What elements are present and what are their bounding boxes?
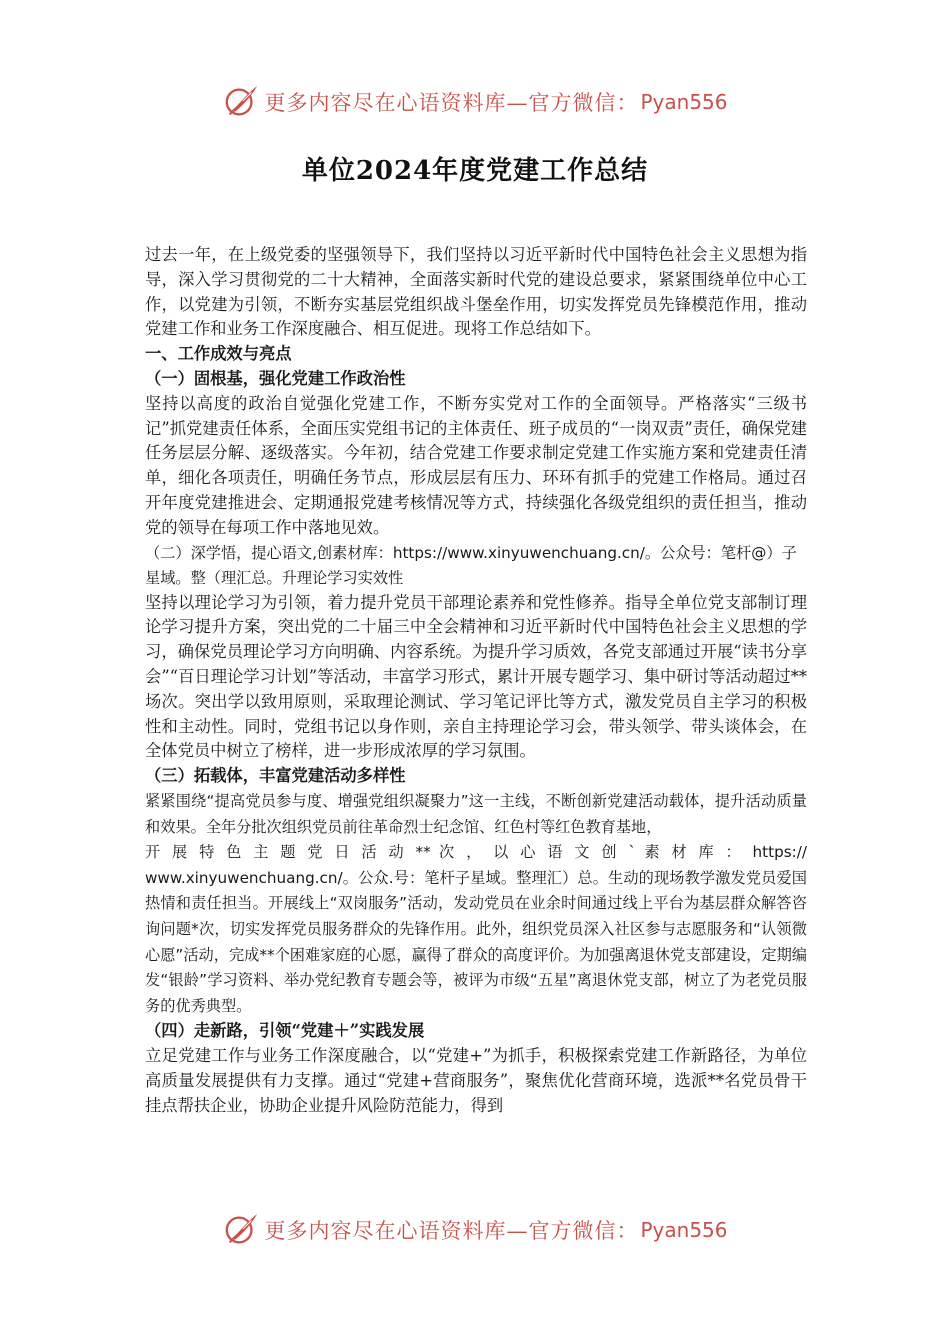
document-title: 单位2024年度党建工作总结 [301,156,649,186]
subsection-heading-3: （三）拓载体，丰富党建活动多样性 [145,766,406,786]
subsection-body-3a: 紧紧围绕“提高党员参与度、增强党组织凝聚力”这一主线，不断创新党建活动载体，提升活动质量和效果。全年分批次组织党员前往革命烈士纪念馆、红色村等红色教育基地， [145,791,807,836]
subsection-heading-1: （一）固根基，强化党建工作政治性 [145,368,406,388]
subsection-body-2: 坚持以理论学习为引领，着力提升党员干部理论素养和党性修养。指导全单位党支部制订理论学习提升方案，突出党的二十届三中全会精神和习近平新时代中国特色社会主义思想的学习，确保党员理论学习方向明确、内容系统。为提升学习质效，各党支部通过开展“读书分享会”“百日理论学习计划”等活动，丰富学习形式，累计开展专题学习、集中研讨等活动超过**场次。突出学以致用原则，采取理论测试、学习笔记评比等方式，激发党员自主学习的积极性和主动性。同时，党组书记以身作则，亲自主持理论学习会，带头领学、带头谈体会，在全体党员中树立了榜样，进一步形成浓厚的学习氛围。 [145,592,807,761]
subsection-body-3c: www.xinyuwenchuang.cn/。公众.号：笔杆子星域。整理汇）总。生动的现场教学激发党员爱国热情和责任担当。开展线上“双岗服务”活动，发动党员在业余时间通过线上平台为基层群众解答咨询问题*次，切实发挥党员服务群众的先锋作用。此外，组织党员深入社区参与志愿服务和“认领微心愿”活动，完成**个困难家庭的心愿，赢得了群众的高度评价。为加强离退休党支部建设，定期编发“银龄”学习资料、举办党纪教育专题会等，被评为市级“五星”离退休党支部，树立了为老党员服务的优秀典型。 [145,868,807,1015]
subsection-body-3b: 开 展 特 色 主 题 党 日 活 动 ** 次 ， 以 心 语 文 创 ` 素 材 库 ： https:// [145,843,807,862]
subsection-body-4: 立足党建工作与业务工作深度融合，以“党建+”为抓手，积极探索党建工作新路径，为单位高质量发展提供有力支撑。通过“党建+营商服务”，聚焦优化营商环境，选派**名党员骨干挂点帮扶企业，协助企业提升风险防范能力，得到 [145,1046,807,1115]
intro-paragraph: 过去一年，在上级党委的坚强领导下，我们坚持以习近平新时代中国特色社会主义思想为指导，深入学习贯彻党的二十大精神，全面落实新时代党的建设总要求，紧紧围绕单位中心工作，以党建为引领，不断夯实基层党组织战斗堡垒作用，切实发挥党员先锋模范作用，推动党建工作和业务工作深度融合、相互促进。现将工作总结如下。 [145,245,807,339]
document-body [145,243,807,1118]
quill-pen-logo-icon [222,83,260,121]
banner-text: 更多内容尽在心语资料库—官方微信： [264,91,639,115]
header-watermark-banner [0,82,950,122]
banner-wechat-id: Pyan556 [640,90,728,114]
quill-pen-logo-icon [222,1211,260,1249]
banner-wechat-id: Pyan556 [640,1218,728,1242]
banner-text: 更多内容尽在心语资料库—官方微信： [264,1219,639,1243]
section-heading-1: 一、工作成效与亮点 [145,344,292,364]
subsection-body-1: 坚持以高度的政治自觉强化党建工作，不断夯实党对工作的全面领导。严格落实“三级书记”抓党建责任体系，全面压实党组书记的主体责任、班子成员的“一岗双责”责任，确保党建任务层层分解、逐级落实。今年初，结合党建工作要求制定党建工作实施方案和党建责任清单，细化各项责任，明确任务节点，形成层层有压力、环环有抓手的党建工作格局。通过召开年度党建推进会、定期通报党建考核情况等方式，持续强化各级党组织的责任担当，推动党的领导在每项工作中落地见效。 [145,393,807,537]
footer-watermark-banner [0,1210,950,1250]
subsection-heading-4: （四）走新路，引领“党建＋”实践发展 [145,1021,425,1041]
subsection-heading-2: （二）深学悟，提心语文,创素材库：https://www.xinyuwenchuang.cn/。公众号：笔杆@）子星域。整（理汇总。升理论学习实效性 [145,543,797,587]
